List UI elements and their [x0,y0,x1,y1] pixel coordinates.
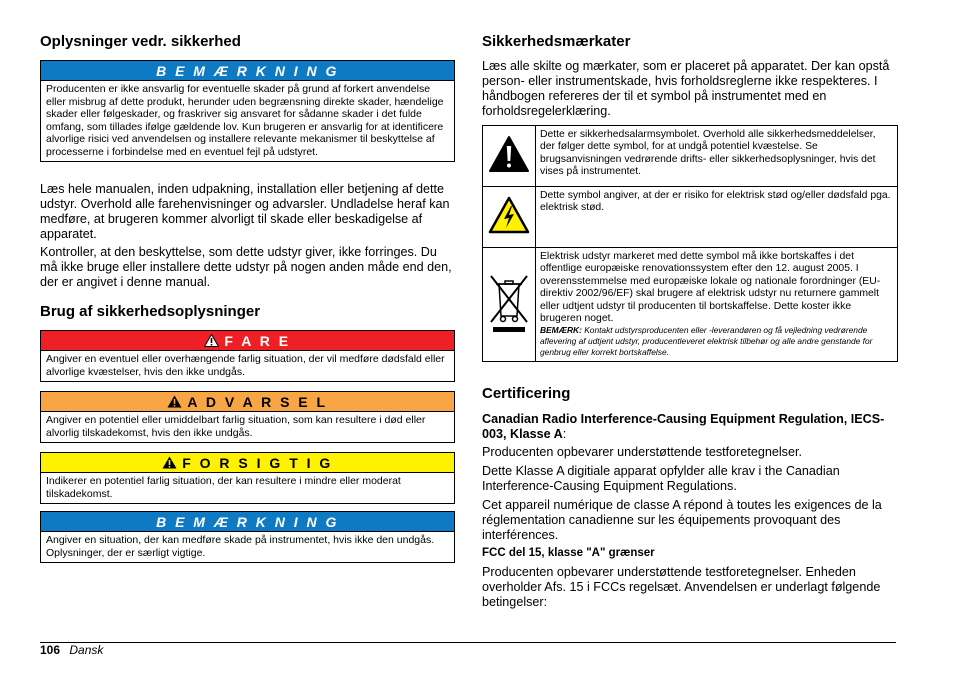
symbol-table [482,125,898,362]
exclamation-warning-icon [488,135,530,173]
paragraph-fcc: Producenten opbevarer understøttende testforetegnelser. Enheden overholder Afs. 15 i FCCs regelsæt. Anvendelsen er underlagt følgende betingelser: [482,565,881,609]
paragraph-class-a-fr: Cet appareil numérique de classe A répond à toutes les exigences de la réglementation canadienne sur les équipements provoquant des interférences. [482,498,882,542]
warning-triangle-icon [167,395,182,408]
section-heading-safety: Oplysninger vedr. sikkerhed [40,33,241,50]
notice-text: Angiver en situation, der kan medføre skade på instrumentet, hvis ikke den undgås. Oplysninger, der er særligt vigtige. [46,534,435,559]
paragraph-protection: Kontroller, at den beskyttelse, som dette udstyr giver, ikke forringes. Du må ikke bruge eller installere dette udstyr på nogen anden måde end den, der er angivet i denne manual. [40,245,452,289]
weee-text: Elektrisk udstyr markeret med dette symbol må ikke bortskaffes i det offentlige europæiske renovationssystem efter den 12. august 2005. I overensstemmelse med europæiske lokale og nationale forordninger (EU-direktiv 2002/96/EF) skal brugere af elektrisk udstyr nu returnere gammelt eller udtjent udstyr til producenten til bortskaffelse. Dette koster ikke brugeren noget. [540,251,881,325]
paragraph-class-a-da: Dette Klasse A digitiale apparat opfylder alle krav i the Canadian Interference-Causing Equipment Regulations. [482,464,840,493]
symbol-description: Dette symbol angiver, at der er risiko for elektrisk stød og/eller dødsfald pga. elektrisk stød. [536,187,898,248]
fare-label: F A R E [224,332,291,349]
fare-box [40,330,455,382]
section-heading-certification: Certificering [482,385,571,402]
advarsel-label: A D V A R S E L [187,393,328,410]
table-row [483,248,898,362]
paragraph-labels: Læs alle skilte og mærkater, som er placeret på apparatet. Der kan opstå person- eller instrumentskade, hvis forholdsreglerne ikke respekteres. I håndbogen refereres der til et symbol på instrumentet med en forholdsregelerklæring. [482,59,890,118]
electrical-hazard-icon [488,196,530,234]
notice-box-1 [40,60,455,162]
crossed-bin-weee-icon [487,272,531,334]
note-label: BEMÆRK: [540,325,582,336]
page-number: 106 [40,643,61,657]
forsigtig-text: Indikerer en potentiel farlig situation, der kan resultere i mindre eller moderat tilskadekomst. [46,475,401,500]
symbol-description: Dette er sikkerhedsalarmsymbolet. Overhold alle sikkerhedsmeddelelser, der følger dette symbol, for at undgå potentiel kvæstelse. Se brugsanvisningen vedrørende drifts- eller sikkerhedsoplysninger, hvis det vises på instrumentet. [536,126,898,187]
canada-regulation-title [482,412,898,442]
symbol-cell [483,126,536,187]
paragraph-test-records: Producenten opbevarer understøttende testforetegnelser. [482,445,802,459]
symbol-cell [483,187,536,248]
warning-triangle-icon [162,456,177,469]
footer-rule [40,642,896,643]
section-heading-usage: Brug af sikkerhedsoplysninger [40,303,261,320]
advarsel-text: Angiver en potentiel eller umiddelbart farlig situation, som kan resultere i død eller alvorlig tilskadekomst, hvis den ikke undgås. [46,414,426,439]
weee-note [540,325,893,358]
paragraph-read-manual: Læs hele manualen, inden udpakning, installation eller betjening af dette udstyr. Overhold alle farehenvisninger og advarsler. Undladelse heraf kan medføre, at brugeren kommer alvorligt til skade eller beskadigelse af apparatet. [40,182,450,241]
page-footer [40,643,103,657]
notice-text: Producenten er ikke ansvarlig for eventuelle skader på grund af forkert anvendelse eller misbrug af dette produkt, herunder uden begrænsning direkte skader, hændelige skader eller følgeskader, og fraskriver sig ansvaret for sådanne skader i det fulde omfang, som tillades ifølge gældende lov. Kun brugeren er ansvarlig for at identificere alvorlige risici ved anvendelsen og installere relevante mekanismer til beskyttelse af processerne i forbindelse med en eventuel fejl på udstyret. [46,83,444,158]
notice-label: B E M Æ R K N I N G [41,61,454,81]
table-row [483,187,898,248]
note-text: Kontakt udstyrsproducenten eller -leverandøren og få vejledning vedrørende aflevering af udtjent udstyr, producentleveret elektrisk tilbehør og alle andre genstande for genbrug eller korrekt bortskaffelse. [540,325,873,358]
fcc-title: FCC del 15, klasse "A" grænser [482,547,655,559]
forsigtig-box [40,452,455,504]
footer-language: Dansk [69,643,104,657]
symbol-description-weee [536,248,898,362]
advarsel-box [40,391,455,443]
table-row [483,126,898,187]
canada-title-colon: : [562,427,567,441]
notice-label: B E M Æ R K N I N G [41,512,454,532]
advarsel-header [41,392,454,412]
canada-title-text: Canadian Radio Interference-Causing Equipment Regulation, IECS-003, Klasse A [482,412,885,441]
notice-box-2 [40,511,455,563]
forsigtig-header [41,453,454,473]
section-heading-labels: Sikkerhedsmærkater [482,33,631,50]
warning-triangle-icon [204,334,219,347]
fare-text: Angiver en eventuel eller overhængende farlig situation, der vil medføre dødsfald eller alvorlige kvæstelser, hvis den ikke undgås. [46,353,445,378]
symbol-cell [483,248,536,362]
forsigtig-label: F O R S I G T I G [182,454,333,471]
fare-header [41,331,454,351]
